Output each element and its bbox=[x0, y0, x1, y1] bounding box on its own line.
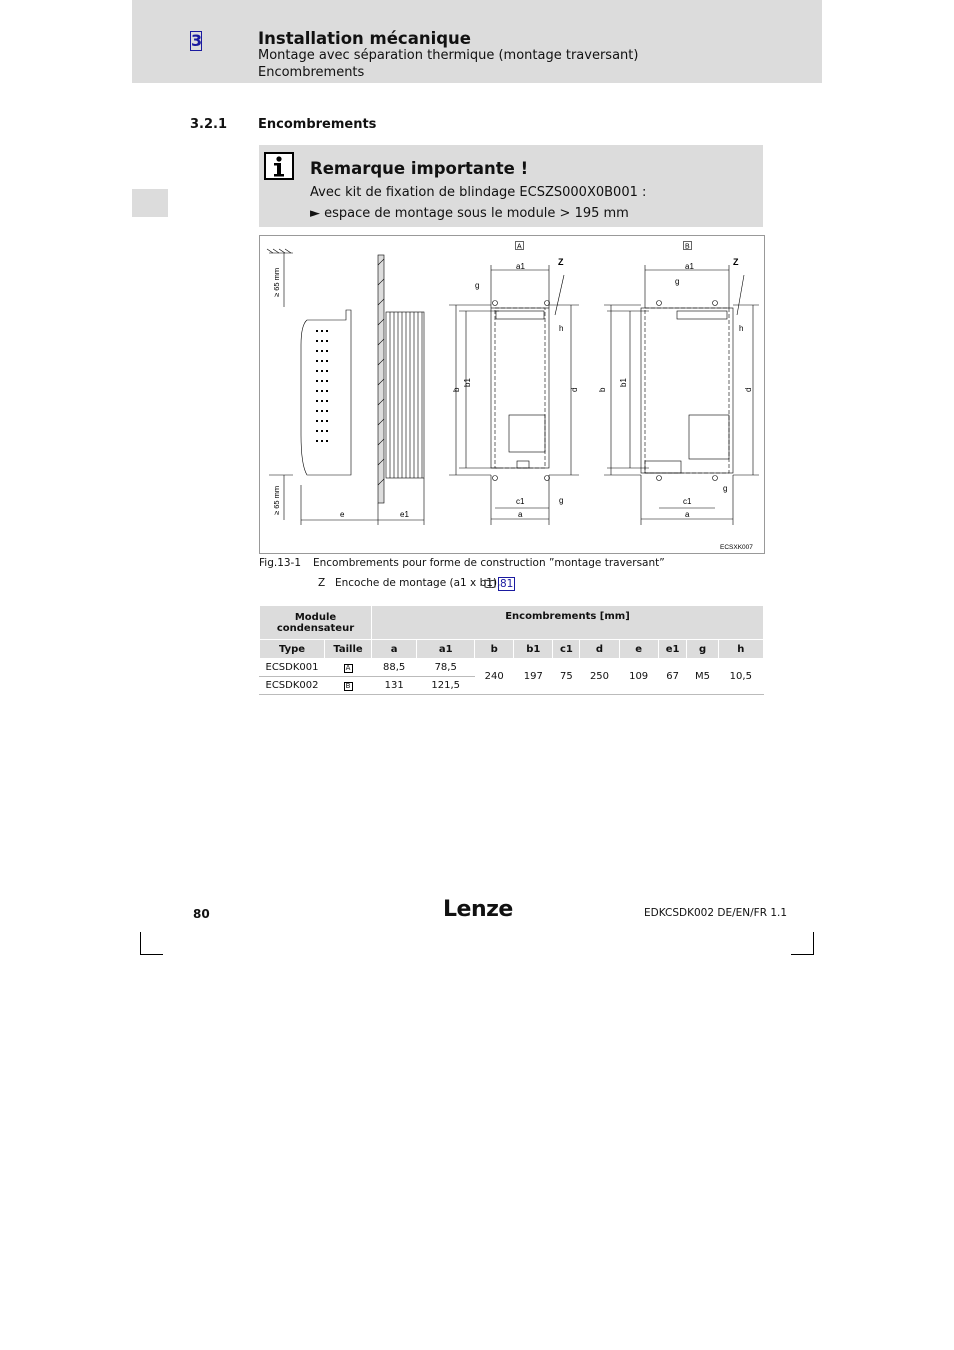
cell-b: 240 bbox=[475, 659, 514, 695]
cell-taille: B bbox=[325, 677, 372, 695]
cell-c1: 75 bbox=[553, 659, 580, 695]
column-header: b1 bbox=[514, 640, 553, 659]
section-number: 3.2.1 bbox=[190, 117, 228, 132]
legend-key: Z bbox=[318, 577, 326, 589]
cell-h: 10,5 bbox=[718, 659, 763, 695]
dim-c1-label: c1 bbox=[683, 497, 692, 506]
cell-e1: 67 bbox=[658, 659, 687, 695]
dim-d-label: d bbox=[570, 387, 579, 392]
dim-e-label: e bbox=[340, 510, 345, 519]
figure-caption: Encombrements pour forme de construction ”montage traversant” bbox=[313, 557, 665, 569]
view-a-label: A bbox=[517, 243, 522, 251]
spacing-top-label: ≥ 65 mm bbox=[272, 267, 281, 297]
z-label: Z bbox=[558, 257, 564, 267]
crop-mark bbox=[791, 954, 814, 955]
side-tab-marker bbox=[132, 189, 168, 217]
column-header: d bbox=[580, 640, 619, 659]
figure-code: ECSXK007 bbox=[720, 544, 753, 551]
chapter-header bbox=[132, 0, 822, 83]
page-reference-link[interactable]: 81 bbox=[500, 578, 514, 590]
column-header: c1 bbox=[553, 640, 580, 659]
chapter-title: Installation mécanique bbox=[258, 29, 471, 48]
dim-b-label: b bbox=[452, 387, 461, 392]
chapter-number-link[interactable]: 3 bbox=[191, 31, 203, 50]
dim-b1-label: b1 bbox=[619, 378, 628, 387]
cell-a: 131 bbox=[372, 677, 417, 695]
view-b-label: B bbox=[685, 243, 690, 251]
dim-b-label: b bbox=[598, 387, 607, 392]
dim-a-label: a bbox=[685, 510, 690, 519]
cell-taille: A bbox=[325, 659, 372, 677]
cell-g: M5 bbox=[687, 659, 718, 695]
note-title: Remarque importante ! bbox=[310, 159, 529, 178]
crop-mark bbox=[140, 954, 163, 955]
table-group-header: Module condensateur bbox=[260, 606, 372, 640]
chapter-subtitle: Encombrements bbox=[258, 65, 365, 80]
dim-c1-label: c1 bbox=[516, 497, 525, 506]
dim-g-label: g bbox=[559, 496, 564, 505]
cell-type: ECSDK002 bbox=[260, 677, 325, 695]
note-text: Avec kit de fixation de blindage ECSZS000X0B001 : bbox=[310, 185, 647, 200]
column-header: a1 bbox=[417, 640, 475, 659]
note-bullet: ► espace de montage sous le module > 195 mm bbox=[310, 206, 629, 221]
column-header: e bbox=[619, 640, 658, 659]
dim-g-label: g bbox=[723, 484, 728, 493]
column-header: h bbox=[718, 640, 763, 659]
table-row bbox=[260, 659, 764, 677]
column-header: g bbox=[687, 640, 718, 659]
cell-type: ECSDK001 bbox=[260, 659, 325, 677]
document-code: EDKCSDK002 DE/EN/FR 1.1 bbox=[644, 907, 788, 919]
dim-g-label: g bbox=[675, 277, 680, 286]
crop-mark bbox=[140, 932, 141, 955]
cell-e: 109 bbox=[619, 659, 658, 695]
dim-b1-label: b1 bbox=[463, 378, 472, 387]
page-number: 80 bbox=[193, 907, 210, 921]
dim-h-label: h bbox=[559, 324, 564, 333]
dimension-drawing bbox=[259, 235, 765, 554]
cell-d: 250 bbox=[580, 659, 619, 695]
cell-a1: 121,5 bbox=[417, 677, 475, 695]
cell-a: 88,5 bbox=[372, 659, 417, 677]
crop-mark bbox=[813, 932, 814, 955]
column-header: Type bbox=[260, 640, 325, 659]
book-icon bbox=[484, 578, 496, 588]
section-title: Encombrements bbox=[258, 117, 377, 132]
dim-a1-label: a1 bbox=[685, 262, 694, 271]
dimensions-table bbox=[259, 605, 764, 695]
info-icon bbox=[264, 152, 294, 180]
column-header: Taille bbox=[325, 640, 372, 659]
spacing-bottom-label: ≥ 65 mm bbox=[272, 485, 281, 515]
dim-a1-label: a1 bbox=[516, 262, 525, 271]
z-label: Z bbox=[733, 257, 739, 267]
column-header: b bbox=[475, 640, 514, 659]
dim-h-label: h bbox=[739, 324, 744, 333]
chapter-subtitle: Montage avec séparation thermique (montage traversant) bbox=[258, 48, 639, 63]
dim-d-label: d bbox=[744, 387, 753, 392]
cell-a1: 78,5 bbox=[417, 659, 475, 677]
lenze-logo: Lenze bbox=[443, 897, 513, 922]
column-header: e1 bbox=[658, 640, 687, 659]
dim-a-label: a bbox=[518, 510, 523, 519]
dim-e1-label: e1 bbox=[400, 510, 409, 519]
figure-number: Fig.13-1 bbox=[259, 557, 302, 569]
legend-text: Encoche de montage (a1 x b1), bbox=[335, 577, 501, 589]
column-header: a bbox=[372, 640, 417, 659]
table-group-header: Encombrements [mm] bbox=[372, 606, 764, 640]
dim-g-label: g bbox=[475, 281, 480, 290]
cell-b1: 197 bbox=[514, 659, 553, 695]
